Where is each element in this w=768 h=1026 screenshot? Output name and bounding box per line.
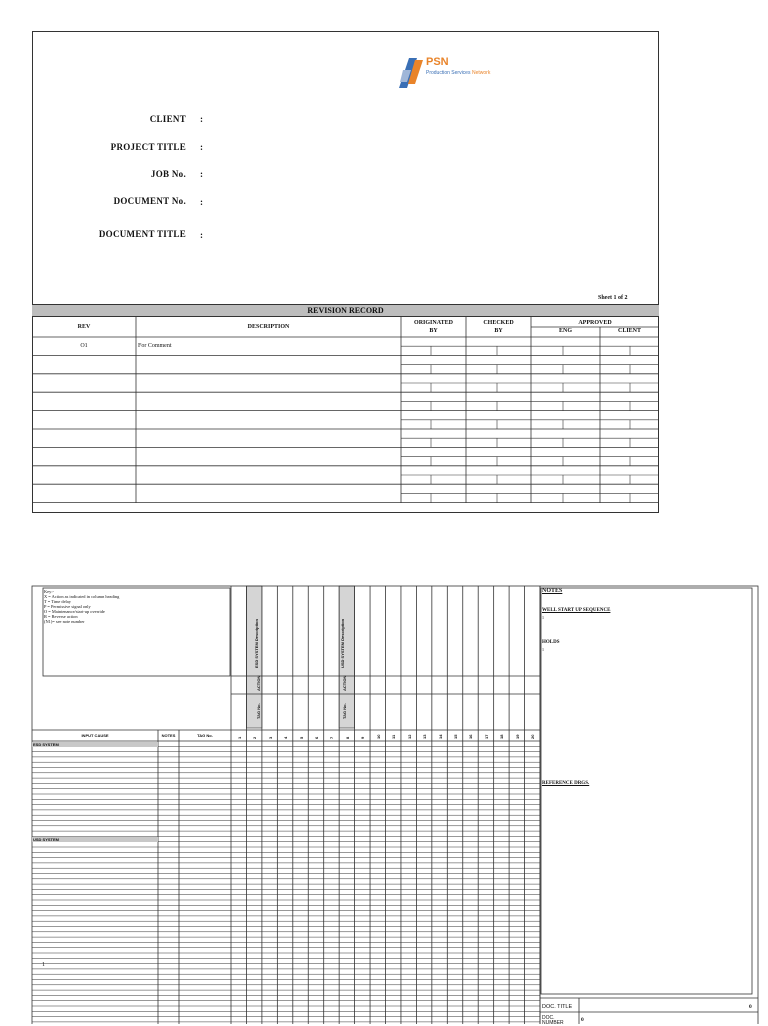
logo-subtitle-accent: Network bbox=[472, 70, 491, 76]
effect-column-number: 14 bbox=[437, 734, 443, 739]
originated-header: ORIGINATED bbox=[414, 320, 453, 326]
holds-value: 1 bbox=[542, 647, 544, 652]
doc-number-label: DOC. NUMBER bbox=[542, 1015, 564, 1026]
key-line: O = Maintenance/start-up override bbox=[44, 609, 105, 614]
field-project-label: PROJECT TITLE bbox=[110, 142, 186, 152]
effect-column-number: 18 bbox=[499, 734, 505, 739]
effect-column-number: 9 bbox=[360, 736, 366, 739]
checked-by-header: BY bbox=[494, 328, 503, 334]
effect-column-number: 19 bbox=[514, 734, 520, 739]
field-job-label: JOB No. bbox=[150, 169, 186, 179]
effect-column-number: 6 bbox=[313, 736, 319, 739]
effect-column-number: 12 bbox=[406, 734, 412, 739]
tag-a-label: TAG No. bbox=[256, 703, 261, 719]
effect-column-number: 20 bbox=[530, 734, 536, 739]
effect-column-number: 11 bbox=[391, 734, 397, 739]
field-project-sep: : bbox=[200, 142, 204, 152]
description-header: DESCRIPTION bbox=[247, 324, 290, 330]
action-a-label: ACTION bbox=[256, 675, 261, 691]
key-line: R = Reverse action bbox=[44, 614, 78, 619]
tag-no-header: TAG No. bbox=[197, 733, 213, 738]
key-legend bbox=[44, 589, 119, 624]
effect-column-number: 7 bbox=[329, 736, 335, 739]
effect-column-number: 10 bbox=[375, 734, 381, 739]
holds-heading: HOLDS bbox=[542, 640, 560, 645]
description-cell-1: For Comment bbox=[138, 343, 172, 349]
field-docno-label: DOCUMENT No. bbox=[113, 196, 186, 206]
notes-header: NOTES bbox=[161, 733, 176, 738]
doc-number-value: 0 bbox=[581, 1017, 584, 1023]
effect-column-number: 13 bbox=[422, 734, 428, 739]
field-job-sep: : bbox=[200, 169, 204, 179]
input-cause-header: INPUT CAUSE bbox=[81, 733, 109, 738]
field-doctitle-sep: : bbox=[200, 230, 204, 240]
effect-column-number: 15 bbox=[453, 734, 459, 739]
effect-column-number: 3 bbox=[267, 736, 273, 739]
action-b-label: ACTION bbox=[342, 675, 347, 691]
doc-title-label: DOC. TITLE bbox=[542, 1004, 573, 1010]
notes-panel-box bbox=[541, 588, 752, 994]
logo-text: PSN bbox=[426, 56, 449, 68]
field-docno-sep: : bbox=[200, 197, 204, 207]
client-header: CLIENT bbox=[617, 328, 641, 334]
well-start-value: 1 bbox=[542, 615, 544, 620]
esd-system-a-label: ESD SYSTEM Description bbox=[254, 619, 259, 668]
rev-cell-1: O1 bbox=[80, 343, 88, 349]
esd-system-b-label: USD SYSTEM Description bbox=[340, 618, 345, 668]
rev-header: REV bbox=[77, 324, 91, 330]
field-client-label: CLIENT bbox=[149, 114, 186, 124]
key-line: (N1)= see note number bbox=[44, 619, 85, 624]
effect-column-number: 17 bbox=[483, 734, 489, 739]
key-line: Key:- bbox=[44, 589, 54, 594]
eng-header: ENG bbox=[558, 328, 572, 334]
notes-title: NOTES bbox=[542, 588, 563, 594]
effect-column-number: 2 bbox=[252, 736, 258, 739]
row-marker: 1 bbox=[42, 962, 45, 968]
reference-drgs-heading: REFERENCE DRGS. bbox=[542, 781, 590, 786]
effect-column-number: 8 bbox=[344, 736, 350, 739]
field-client-sep: : bbox=[200, 114, 204, 124]
logo-subtitle: Production Services bbox=[426, 70, 471, 76]
effect-column-number: 16 bbox=[468, 734, 474, 739]
section-usd-system-label: USD SYSTEM bbox=[33, 837, 60, 842]
doc-title-value: 0 bbox=[749, 1004, 752, 1010]
sheet-number: Sheet 1 of 2 bbox=[598, 295, 628, 301]
key-line: T = Time delay bbox=[44, 599, 71, 604]
field-doctitle-label: DOCUMENT TITLE bbox=[98, 229, 186, 239]
checked-header: CHECKED bbox=[483, 320, 514, 326]
originated-by-header: BY bbox=[429, 328, 438, 334]
effect-column-number: 1 bbox=[236, 736, 242, 739]
well-start-heading: WELL START UP SEQUENCE bbox=[542, 608, 611, 613]
approved-header: APPROVED bbox=[578, 320, 612, 326]
revision-title: REVISION RECORD bbox=[307, 306, 384, 315]
tag-b-label: TAG No. bbox=[342, 703, 347, 719]
section-esd-system-label: ESD SYSTEM bbox=[33, 742, 59, 747]
key-line: P = Permissive signal only bbox=[44, 604, 91, 609]
key-line: X = Action as indicated in column heading bbox=[44, 594, 120, 599]
effect-column-number: 5 bbox=[298, 736, 304, 739]
effect-column-number: 4 bbox=[283, 736, 289, 739]
